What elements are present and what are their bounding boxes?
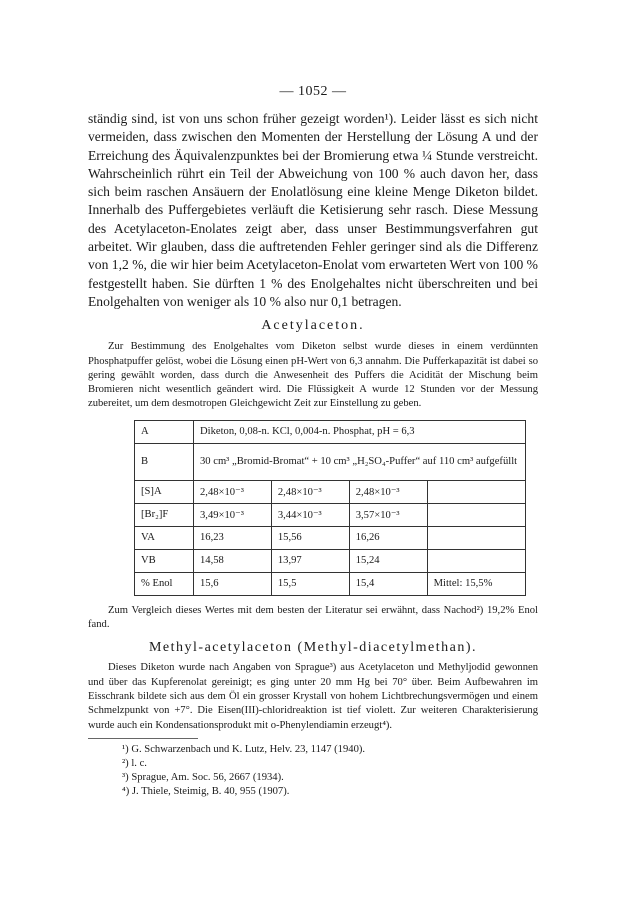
table-cell: 13,97: [271, 549, 349, 572]
table-cell: B: [135, 443, 194, 480]
table-cell: 15,5: [271, 572, 349, 595]
table-row: [135, 549, 526, 572]
section-heading-methyl-acetylaceton: Methyl-acetylaceton (Methyl-diacetylmethan).: [148, 640, 477, 656]
paragraph-3: Zum Vergleich dieses Wertes mit dem besten der Literatur sei erwähnt, dass Nachod²) 19,2% Enol fand.: [88, 604, 538, 631]
section-heading-acetylaceton: Acetylaceton.: [261, 318, 365, 334]
table-cell: 2,48×10⁻³: [349, 480, 427, 503]
table-cell: [427, 526, 525, 549]
data-table: [134, 420, 526, 596]
table-cell: 3,57×10⁻³: [349, 503, 427, 526]
table-cell: Diketon, 0,08-n. KCl, 0,004-n. Phosphat, pH = 6,3: [194, 420, 526, 443]
footnote: ²) l. c.: [122, 757, 147, 769]
page-number: — 1052 —: [279, 84, 347, 99]
table-row: [135, 443, 526, 480]
table-cell: 30 cm³ „Bromid-Bromat“ + 10 cm³ „H₂SO₄-Puffer“ auf 110 cm³ aufgefüllt: [194, 443, 526, 480]
table-cell: [S]A: [135, 480, 194, 503]
table-row: [135, 503, 526, 526]
footnote-divider: [88, 738, 198, 739]
table-row: [135, 480, 526, 503]
table-cell: 16,26: [349, 526, 427, 549]
footnote: ⁴) J. Thiele, Steimig, B. 40, 955 (1907).: [122, 785, 290, 797]
table-cell: 15,56: [271, 526, 349, 549]
footnote: ¹) G. Schwarzenbach und K. Lutz, Helv. 23, 1147 (1940).: [122, 743, 366, 755]
table-cell: VA: [135, 526, 194, 549]
table-cell: [Br₂]F: [135, 503, 194, 526]
table-cell: 3,49×10⁻³: [194, 503, 272, 526]
table-cell: 15,4: [349, 572, 427, 595]
paragraph-4: Dieses Diketon wurde nach Angaben von Sprague³) aus Acetylaceton und Methyljodid gewonnen und über das Kupferenolat gereinigt; es ging unter 20 mm Hg bei 70° über. Beim Aufbewahren im Eisschrank bildete sich aus dem Öl ein grosser Krystall von hohem Lichtbrechungsvermögen und einem Schmelzpunkt von +7°. Die Eisen(III)-chloridreaktion ist tief violett. Zur weiteren Charakterisierung wurde auch ein Kondensationsprodukt mit o-Phenylendiamin erzeugt⁴).: [88, 662, 538, 731]
table-row: [135, 526, 526, 549]
table-cell: 2,48×10⁻³: [194, 480, 272, 503]
table-cell: 15,24: [349, 549, 427, 572]
table-cell: 2,48×10⁻³: [271, 480, 349, 503]
table-row: [135, 420, 526, 443]
table-cell: 16,23: [194, 526, 272, 549]
paragraph-2: Zur Bestimmung des Enolgehaltes vom Diketon selbst wurde dieses in einem verdünnten Phosphatpuffer gelöst, wobei die Lösung einen pH-Wert von 6,3 annahm. Die Pufferkapazität ist dabei so gering gewählt worden, dass durch die Anwesenheit des Puffers die Acidität der Mischung beim Bromieren nicht wesentlich geändert wird. Die Flüssigkeit A wurde 12 Stunden vor der Messung zubereitet, um dem desmotropen Gleichgewicht Zeit zur Einstellung zu geben.: [88, 341, 538, 410]
table-cell: Mittel: 15,5%: [427, 572, 525, 595]
table-cell: [427, 503, 525, 526]
paragraph-1: ständig sind, ist von uns schon früher gezeigt worden¹). Leider lässt es sich nicht vermeiden, dass zwischen den Momenten der Herstellung der Lösung A und der Erreichung des Äquivalenzpunktes bei der Bromierung etwa ¼ Stunde verstreicht. Wahrscheinlich rührt ein Teil der Abweichung von 100 % auch davon her, dass sich beim raschen Ansäuern der Enolatlösung eine kleine Menge Diketon bildet. Innerhalb des Puffergebietes verläuft die Ketisierung sehr rasch. Diese Messung des Acetylaceton-Enolates zeigt aber, dass unser Bestimmungsverfahren gut arbeitet. Wir glauben, dass die auftretenden Fehler geringer sind als die Differenz von 1,2 %, die wir hier beim Acetylaceton-Enolat vom erwarteten Wert von 100 % festgestellt haben. Sie dürften 1 % des Enolgehaltes nicht überschreiten und bei Enolgehalten von weniger als 10 % also nur 0,1 betragen.: [88, 111, 538, 309]
table-cell: 3,44×10⁻³: [271, 503, 349, 526]
table-cell: 14,58: [194, 549, 272, 572]
table-cell: A: [135, 420, 194, 443]
table-cell: VB: [135, 549, 194, 572]
table-row: [135, 572, 526, 595]
table-cell: % Enol: [135, 572, 194, 595]
table-cell: [427, 549, 525, 572]
table-cell: 15,6: [194, 572, 272, 595]
footnote: ³) Sprague, Am. Soc. 56, 2667 (1934).: [122, 771, 284, 783]
table-cell: [427, 480, 525, 503]
page: [88, 84, 538, 799]
